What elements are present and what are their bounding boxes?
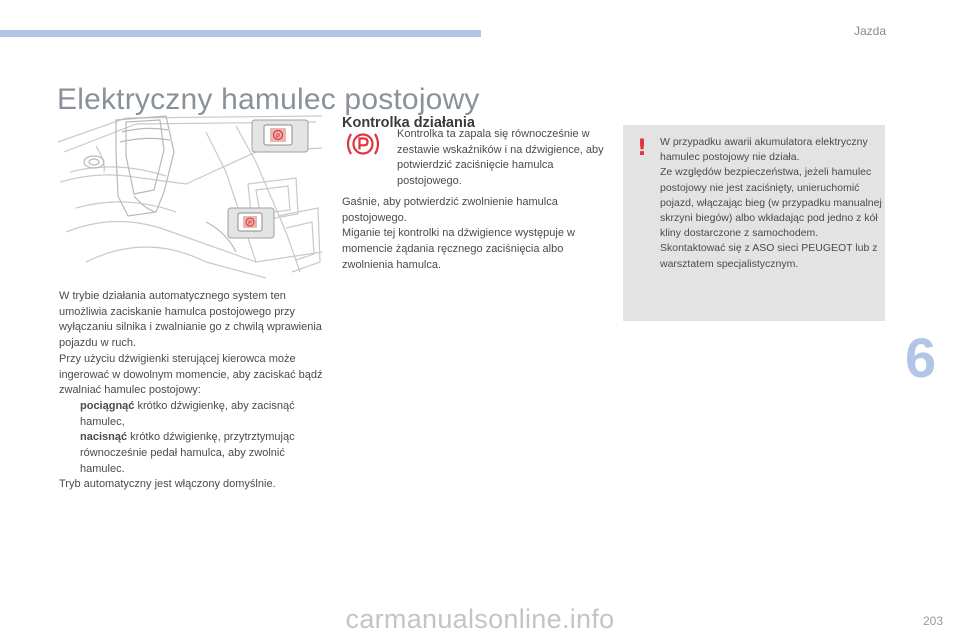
indicator-description: Kontrolka ta zapala się równocześnie w zestawie wskaźników i na dźwigience, aby potwierdzić zaciśnięcie hamulca postojowego. xyxy=(397,128,604,188)
warning-text xyxy=(660,135,882,272)
indicator-blink-text: Miganie tej kontrolki na dźwigience występuje w momencie żądania ręcznego zaciśnięcia albo zwolnienia hamulca. xyxy=(342,227,575,271)
default-mode-text: Tryb automatyczny jest włączony domyślnie. xyxy=(59,478,276,491)
warning-contact-text: Skontaktować się z ASO sieci PEUGEOT lub z warsztatem specjalistycznym. xyxy=(660,242,878,270)
page-title: Elektryczny hamulec postojowy xyxy=(57,83,480,117)
svg-text:P: P xyxy=(248,220,252,227)
bullet-pull-text: krótko dźwigienkę, aby zacisnąć hamulec, xyxy=(80,399,295,428)
indicator-section-title: Kontrolka działania xyxy=(342,115,475,132)
parking-brake-warning-icon xyxy=(346,130,380,158)
header-accent-bar xyxy=(0,30,481,37)
section-name: Jazda xyxy=(853,24,886,38)
page-number: 203 xyxy=(922,614,943,628)
svg-text:P: P xyxy=(275,134,281,140)
warning-box xyxy=(623,125,885,321)
intro-paragraph: W trybie działania automatycznego system ten umożliwia zaciskanie hamulca postojowego przy wyłączaniu silnika i zwalnianie go z chwilą wprawienia pojazdu w ruch. xyxy=(59,290,322,350)
watermark: carmanualsonline.info xyxy=(345,604,615,634)
console-illustration xyxy=(56,112,324,280)
lever-paragraph: Przy użyciu dźwigienki sterującej kierowca może ingerować w dowolnym momencie, aby zaciskać bądź zwalniać hamulec postojowy: xyxy=(59,352,323,397)
bullet-pull-bold: pociągnąć xyxy=(80,399,135,412)
bullet-press xyxy=(59,430,325,477)
bullet-pull xyxy=(59,399,325,430)
exclamation-icon: ! xyxy=(637,136,648,161)
indicator-off-text: Gaśnie, aby potwierdzić zwolnienie hamulca postojowego. xyxy=(342,196,558,224)
bullet-press-bold: nacisnąć xyxy=(80,431,128,444)
automatic-mode-text xyxy=(59,289,325,493)
indicator-details xyxy=(342,195,602,274)
chapter-number: 6 xyxy=(905,326,937,389)
bullet-press-text: krótko dźwigienkę, przytrztymując równocześnie pedał hamulca, aby zwolnić hamulec. xyxy=(80,431,295,475)
warning-battery-text: W przypadku awarii akumulatora elektryczny hamulec postojowy nie działa. xyxy=(660,136,868,164)
warning-safety-text: Ze względów bezpieczeństwa, jeżeli hamulec postojowy nie jest zaciśnięty, unieruchomić pojazd, włączając bieg (w przypadku manualnej skrzyni biegów) albo wkładając pod jedno z kół kliny dostarczone z samochodem. xyxy=(660,166,882,240)
